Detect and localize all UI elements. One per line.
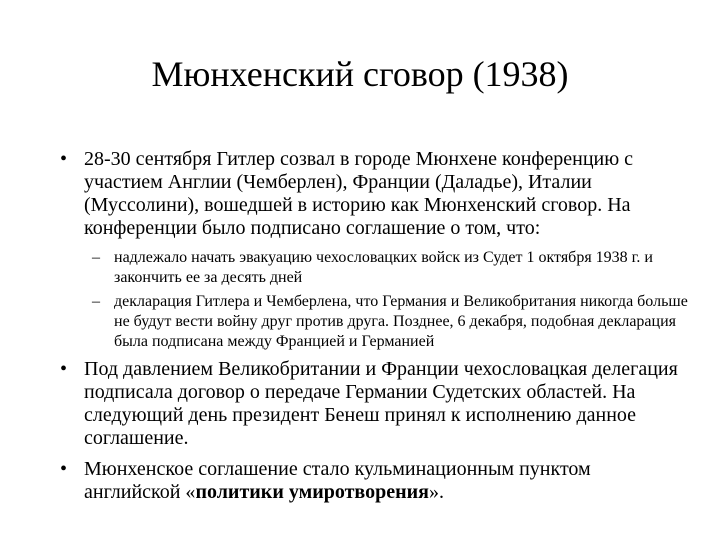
bullet-text-prefix: Мюнхенское соглашение стало кульминационным пунктом английской « <box>84 458 591 503</box>
bullet-text: Под давлением Великобритании и Франции чехословацкая делегация подписала договор о передаче Германии Судетских областей. На следующий день президент Бенеш принял к исполнению данное соглашение. <box>84 358 678 449</box>
sub-item-text: декларация Гитлера и Чемберлена, что Германия и Великобритания никогда больше не будут вести войну друг против друга. Позднее, 6 декабря, подобная декларация была подписана между Францией и Германией <box>114 293 688 350</box>
slide-content <box>60 148 690 512</box>
dash-icon: – <box>92 293 100 310</box>
bullet-item-appeasement <box>60 458 690 504</box>
sub-list <box>60 248 690 352</box>
sub-item-text: надлежало начать эвакуацию чехословацких войск из Судет 1 октября 1938 г. и закончить ее за десять дней <box>114 249 653 286</box>
bullet-item-conference <box>60 148 690 240</box>
bullet-text-suffix: ». <box>428 481 444 503</box>
sub-item-declaration <box>92 292 690 352</box>
bullet-text: 28-30 сентября Гитлер созвал в городе Мюнхене конференцию с участием Англии (Чемберлен), Франции (Даладье), Италии (Муссолини), вошедшей в историю как Мюнхенский сговор. На конференции было подписано соглашение о том, что: <box>84 148 634 239</box>
appeasement-term: политики умиротворения <box>195 481 429 503</box>
slide-title: Мюнхенский сговор (1938) <box>151 54 569 94</box>
bullet-text <box>84 458 591 503</box>
sub-item-evacuation <box>92 248 690 288</box>
bullet-icon: • <box>60 458 68 480</box>
bullet-icon: • <box>60 148 68 170</box>
bullet-item-pressure <box>60 358 690 450</box>
dash-icon: – <box>92 249 100 266</box>
bullet-icon: • <box>60 358 68 380</box>
